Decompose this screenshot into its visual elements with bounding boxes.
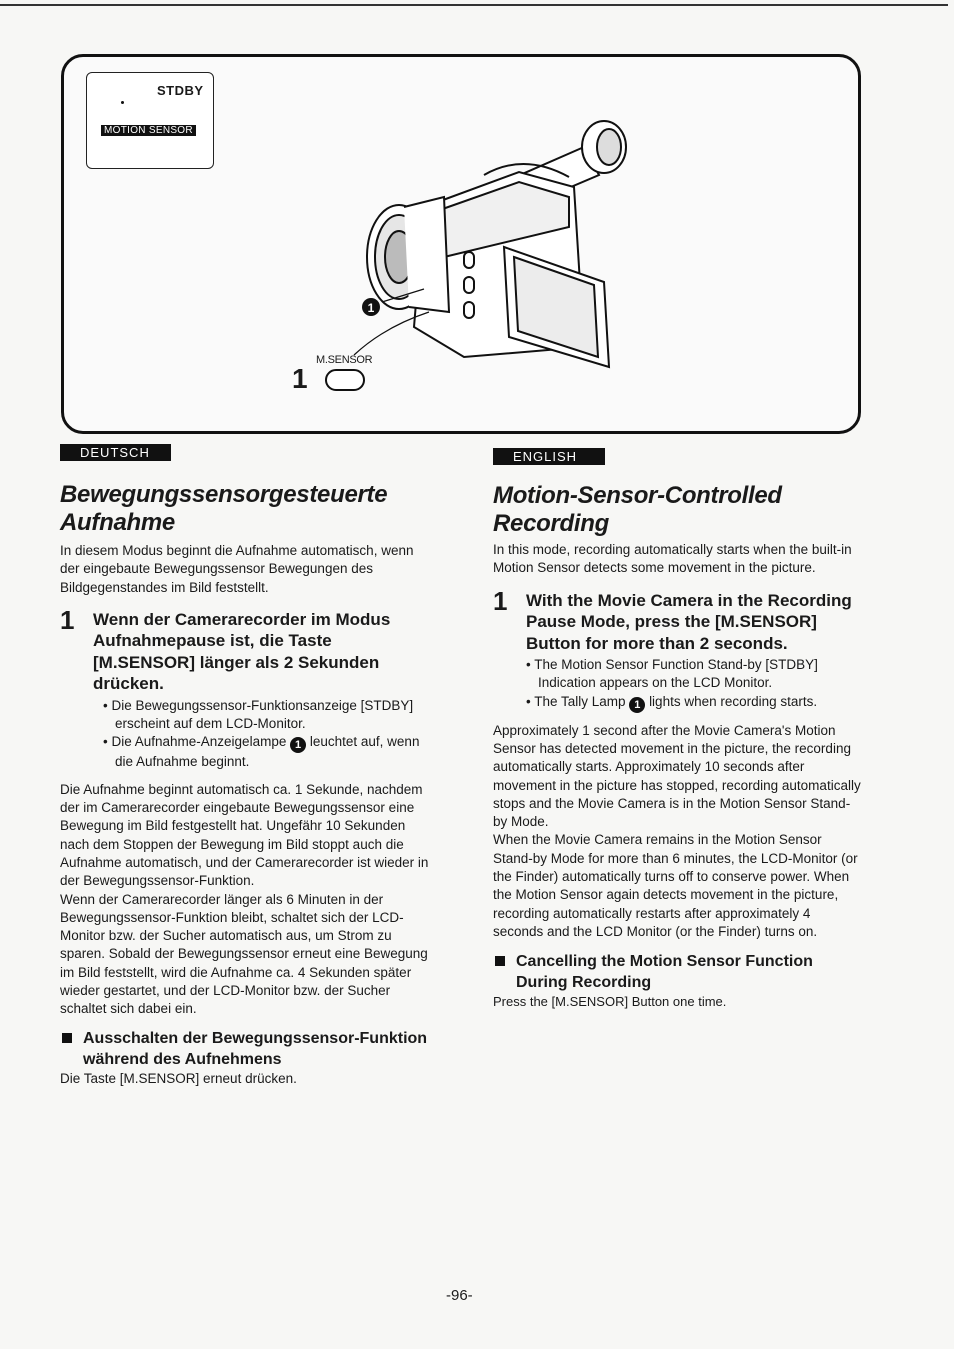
german-bullet-1: • Die Bewegungssensor-Funktionsanzeige [STDBY] erscheint auf dem LCD-Monitor. xyxy=(103,697,414,732)
english-bullet-2: • The Tally Lamp 1 lights when recording starts. xyxy=(526,693,818,711)
german-paragraph-1: Die Aufnahme beginnt automatisch ca. 1 Sekunde, nachdem der im Camerarecorder eingebaute Bewegungssensor eine Bewegung im Bild festgestellt hat. Ungefähr 10 Sekunden nach dem Stoppen der Bewegung im Bild stoppt auch die Aufnahme automatisch, und der Camerarecorder ist wieder in der Bewegungssensor-Funktion. xyxy=(60,781,429,889)
english-step-1 xyxy=(493,585,863,713)
german-title-line1: Bewegungssensorgesteuerte xyxy=(60,481,388,508)
english-column xyxy=(493,482,863,1012)
english-title-line2: Recording xyxy=(493,510,609,537)
german-title-line2: Aufnahme xyxy=(60,509,175,536)
lamp-callout: 1 xyxy=(367,301,375,315)
tally-lamp-icon: 1 xyxy=(629,697,645,713)
german-step-number: 1 xyxy=(60,604,75,635)
motion-sensor-indicator: MOTION SENSOR xyxy=(101,125,196,136)
illustration-frame xyxy=(61,54,861,434)
english-sub-text: Press the [M.SENSOR] Button one time. xyxy=(493,994,727,1010)
german-sub-text: Die Taste [M.SENSOR] erneut drücken. xyxy=(60,1070,297,1086)
page-number: -96- xyxy=(446,1287,473,1304)
german-column xyxy=(60,481,432,1088)
english-paragraph-2: When the Movie Camera remains in the Motion Sensor Stand-by Mode for more than 6 minutes, the LCD-Monitor (or the Finder) automatically turns off to conserve power. When the Motion Sensor again detects movement in the picture, recording automatically restarts after approximately 4 seconds and the LCD Monitor (or the Finder) turns on. xyxy=(493,832,858,939)
page-top-rule xyxy=(0,4,948,6)
german-sub-section xyxy=(60,1028,432,1088)
deutsch-tag: DEUTSCH xyxy=(60,444,171,461)
tally-lamp-icon: 1 xyxy=(290,737,306,753)
english-paragraph-1: Approximately 1 second after the Movie Camera's Motion Sensor has detected movement in the picture, the recording automatically starts. Approximately 10 seconds after movement in the picture has stopped, recording automatically stops and the Movie Camera is in the Motion Sensor Stand-by Mode. xyxy=(493,722,861,830)
german-bullet-2: • Die Aufnahme-Anzeigelampe 1 leuchtet auf, wenn die Aufnahme beginnt. xyxy=(103,734,420,770)
m-sensor-button-label: M.SENSOR xyxy=(316,354,373,366)
english-sub-section xyxy=(493,951,863,1011)
square-bullet-icon xyxy=(495,956,505,966)
stdby-indicator: STDBY xyxy=(157,83,204,98)
english-step-heading: With the Movie Camera in the Recording Pause Mode, press the [M.SENSOR] Button for more than 2 seconds. xyxy=(526,590,852,653)
english-title-line1: Motion-Sensor-Controlled xyxy=(493,482,782,509)
camcorder-illustration xyxy=(64,57,858,431)
english-step-number: 1 xyxy=(493,585,508,616)
english-tag: ENGLISH xyxy=(493,448,605,465)
square-bullet-icon xyxy=(62,1033,72,1043)
german-sub-heading: Ausschalten der Bewegungssensor-Funktion während des Aufnehmens xyxy=(60,1028,432,1070)
english-bullet-1: • The Motion Sensor Function Stand-by [STDBY] Indication appears on the LCD Monitor. xyxy=(526,657,818,691)
german-paragraph-2: Wenn der Camerarecorder länger als 6 Minuten in der Bewegungssensor-Funktion bleibt, schaltet sich der LCD-Monitor bzw. der Sucher automatisch aus, um Strom zu sparen. Sobald der Bewegungssensor erneut eine Bewegung im Bild feststellt, wird die Aufnahme ca. 4 Sekunden später wieder gestartet, und der LCD-Monitor bzw. der Sucher schaltet sich dabei ein. xyxy=(60,891,428,1017)
figure-step-number: 1 xyxy=(292,363,308,394)
m-sensor-button-shape xyxy=(326,370,364,390)
english-intro: In this mode, recording automatically starts when the built-in Motion Sensor detects some movement in the picture. xyxy=(493,542,852,576)
english-title xyxy=(493,482,863,538)
english-sub-heading: Cancelling the Motion Sensor Function During Recording xyxy=(493,951,863,993)
german-intro: In diesem Modus beginnt die Aufnahme automatisch, wenn der eingebaute Bewegungssensor Bewegungen des Bildgegenstandes im Bild feststellt. xyxy=(60,543,414,595)
german-title xyxy=(60,481,432,537)
german-step-1 xyxy=(60,604,432,772)
german-step-heading: Wenn der Camerarecorder im Modus Aufnahmepause ist, die Taste [M.SENSOR] länger als 2 Sekunden drücken. xyxy=(93,609,391,694)
